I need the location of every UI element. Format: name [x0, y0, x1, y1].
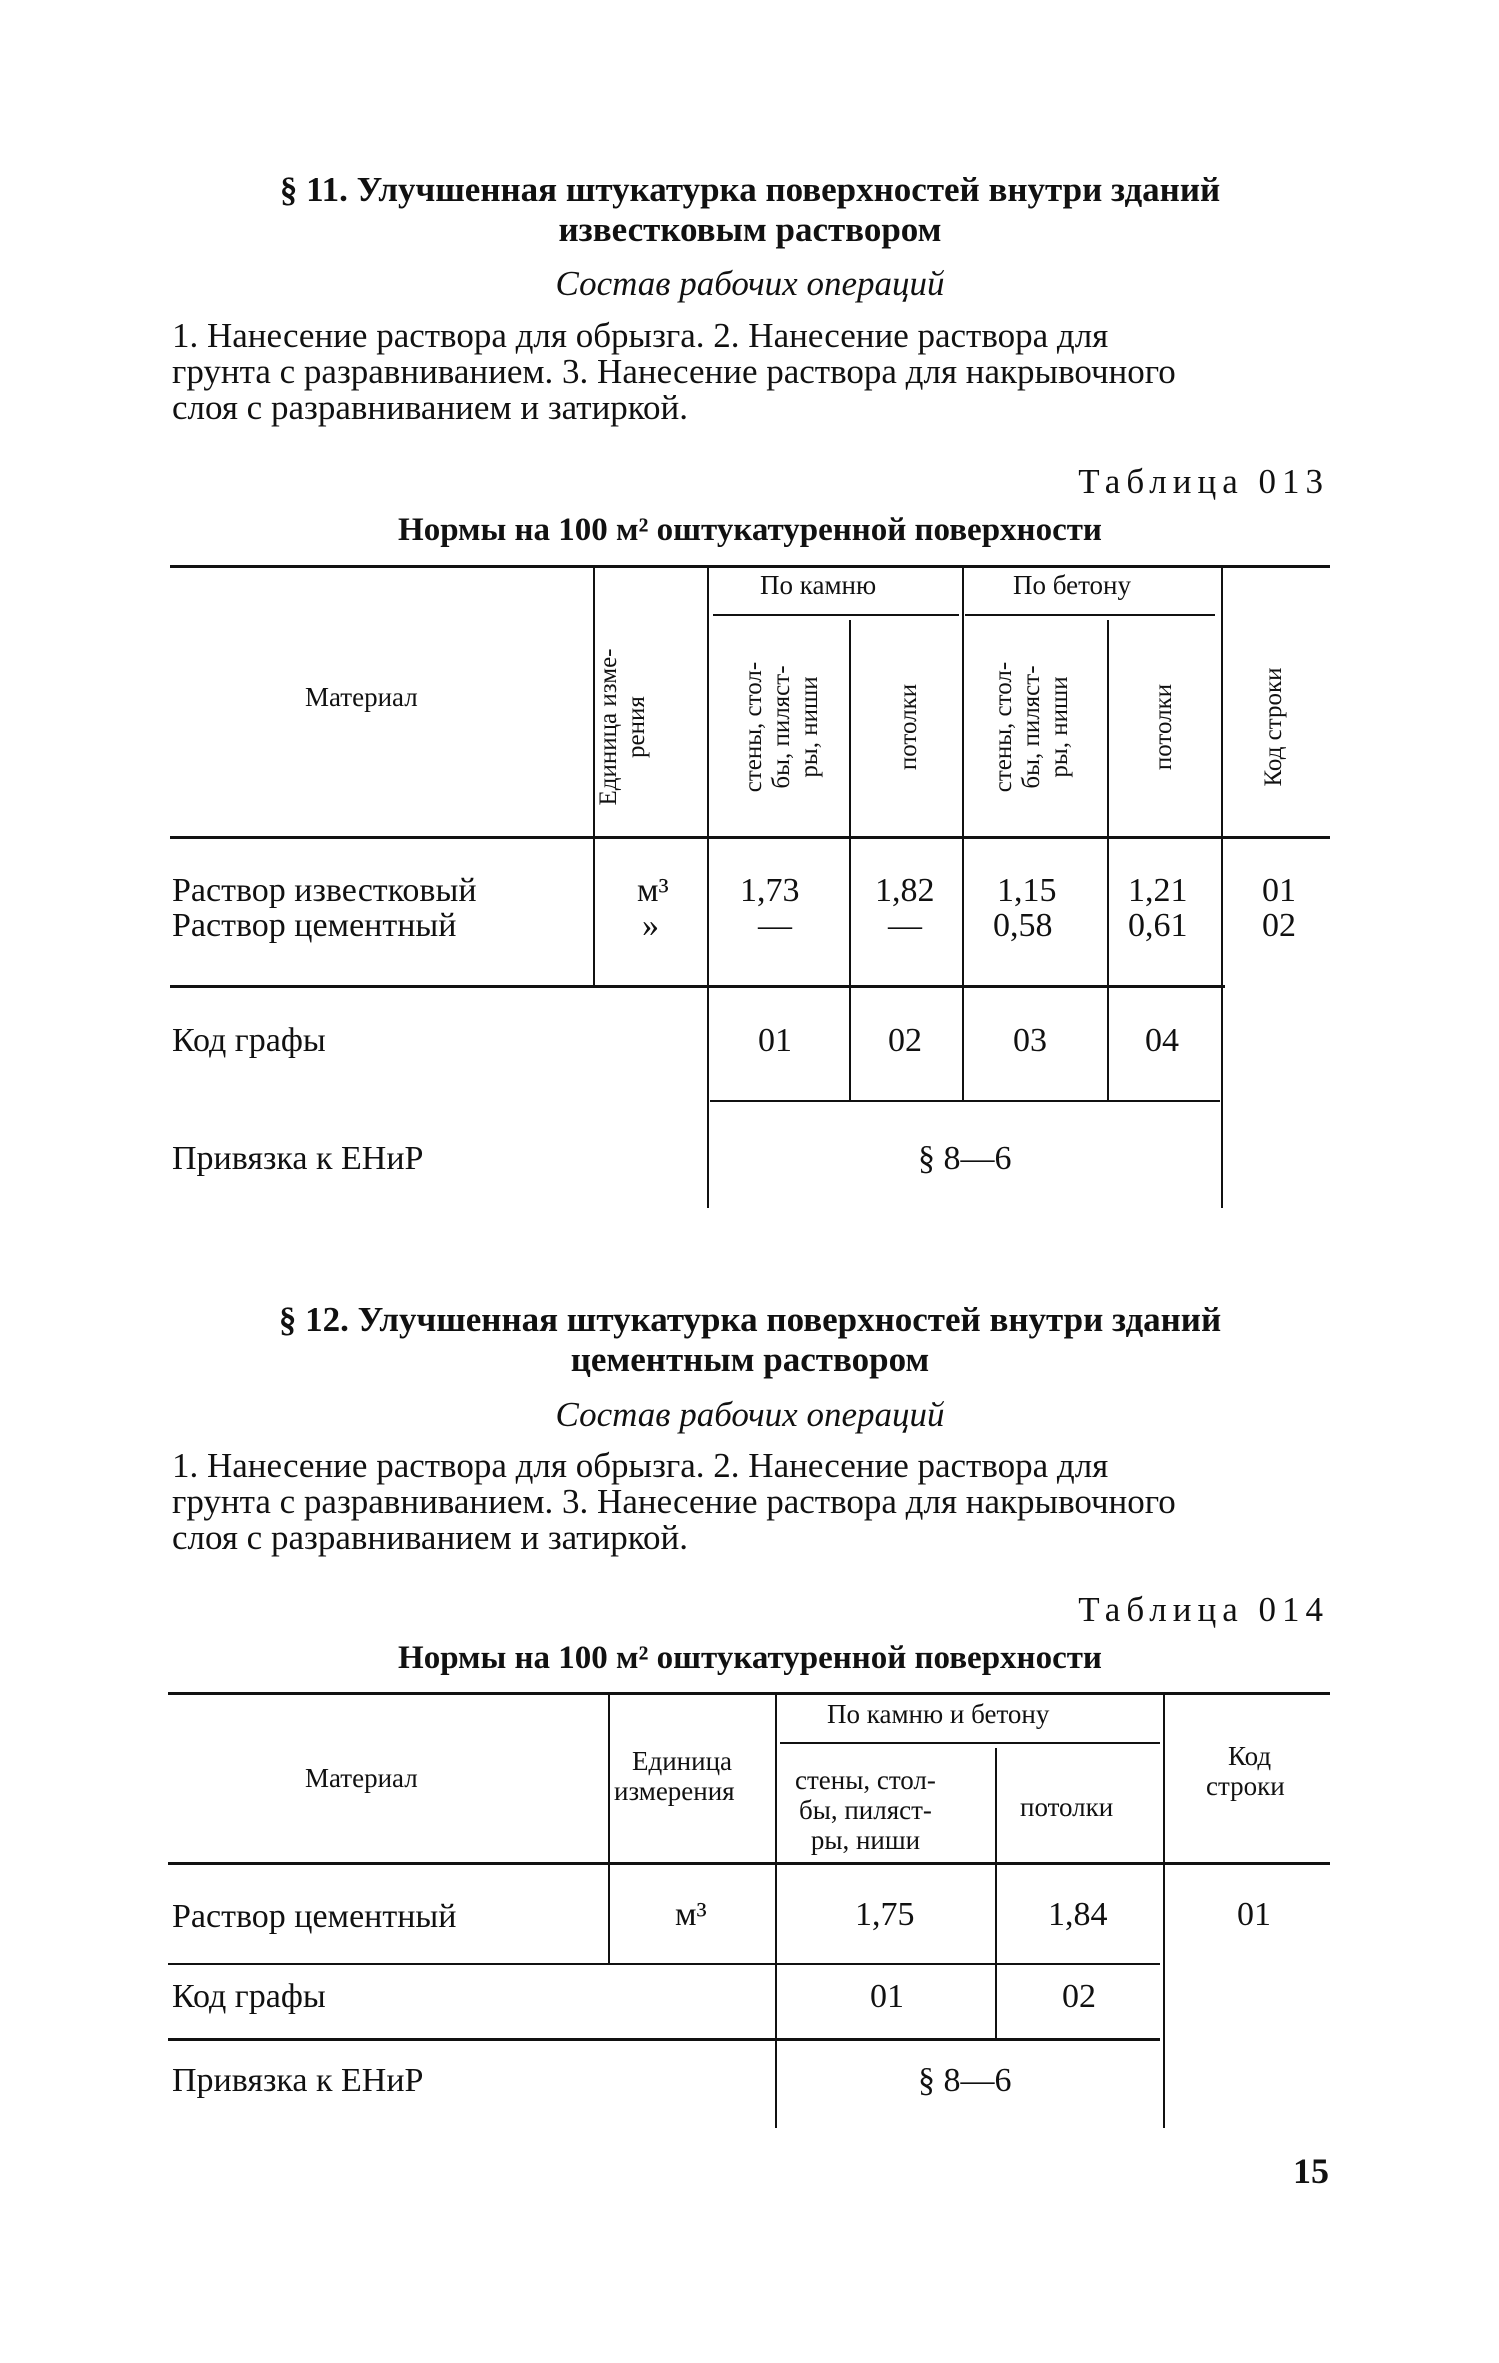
row-value: 1,84 — [1048, 1896, 1108, 1933]
table-col-rule — [962, 568, 964, 1100]
graph-code: 02 — [888, 1022, 922, 1059]
col-walls-line: бы, пиляст- — [798, 1795, 932, 1825]
col-ceilings-stone-header: потолки — [895, 683, 922, 771]
row-value: — — [758, 907, 792, 944]
col-unit-header — [595, 642, 655, 812]
graph-code-label: Код графы — [172, 1978, 326, 2015]
section-11-heading-line2: известковым раствором — [558, 210, 942, 249]
col-unit-header-line: измерения — [614, 1776, 735, 1806]
table-graph-rule — [710, 1100, 1220, 1102]
group-rule — [780, 1742, 1160, 1744]
graph-code: 01 — [870, 1978, 904, 2015]
group-stone-rule — [713, 614, 959, 616]
ops-line: 1. Нанесение раствора для обрызга. 2. Нанесение раствора для — [172, 316, 1109, 355]
section-12-heading — [160, 1300, 1340, 1380]
ops-line: грунта с разравниванием. 3. Нанесение раствора для накрывочного — [172, 1482, 1176, 1521]
row-unit: » — [642, 907, 659, 944]
row-code: 02 — [1262, 907, 1296, 944]
row-material: Раствор цементный — [172, 1898, 457, 1935]
table-013-caption: Таблица 013 — [1078, 462, 1329, 501]
table-body-rule — [170, 985, 1225, 988]
graph-code: 04 — [1145, 1022, 1179, 1059]
col-walls-concrete-header — [990, 637, 1080, 817]
graph-code-label: Код графы — [172, 1022, 326, 1059]
col-walls-line: ры, ниши — [1046, 676, 1073, 778]
enir-link-value: § 8—6 — [918, 2062, 1012, 2099]
row-value: 1,82 — [875, 872, 935, 909]
ops-line: грунта с разравниванием. 3. Нанесение раствора для накрывочного — [172, 352, 1176, 391]
graph-code: 01 — [758, 1022, 792, 1059]
row-value: 1,15 — [997, 872, 1057, 909]
table-col-rule — [707, 568, 709, 1208]
col-walls-line: ры, ниши — [810, 1825, 921, 1855]
ops-line: слоя с разравниванием и затиркой. — [172, 1518, 689, 1557]
table-014-caption: Таблица 014 — [1078, 1590, 1329, 1629]
col-walls-stone-header — [740, 637, 830, 817]
table-col-rule — [995, 1748, 997, 2038]
col-unit-header-line: Единица — [632, 1746, 733, 1776]
group-concrete-header: По бетону — [1013, 570, 1132, 600]
table-col-rule — [775, 1695, 777, 2128]
col-walls-line: стены, стол- — [990, 661, 1017, 793]
col-code-header: Код строки — [1260, 667, 1287, 787]
graph-code: 03 — [1013, 1022, 1047, 1059]
row-unit: м³ — [675, 1896, 707, 1933]
table-header-rule — [168, 1862, 1330, 1865]
col-ceilings-concrete-header: потолки — [1150, 683, 1177, 771]
col-walls-line: стены, стол- — [795, 1765, 936, 1795]
group-stone-header: По камню — [760, 570, 877, 600]
row-value: 0,61 — [1128, 907, 1188, 944]
enir-link-value: § 8—6 — [918, 1140, 1012, 1177]
col-walls-line: бы, пиляст- — [768, 665, 795, 789]
table-col-rule — [1107, 620, 1109, 1100]
group-header: По камню и бетону — [827, 1699, 1050, 1729]
enir-link-label: Привязка к ЕНиР — [172, 1140, 424, 1177]
col-walls-header — [795, 1765, 936, 1855]
row-code: 01 — [1237, 1896, 1271, 1933]
col-walls-line: ры, ниши — [796, 676, 823, 778]
col-material-header: Материал — [305, 1763, 418, 1793]
col-unit-line: Единица изме- — [595, 648, 622, 806]
ops-line: 1. Нанесение раствора для обрызга. 2. Нанесение раствора для — [172, 1446, 1109, 1485]
enir-link-label: Привязка к ЕНиР — [172, 2062, 424, 2099]
section-12-ops-text — [172, 1448, 1332, 1556]
table-col-rule — [608, 1695, 610, 1965]
table-graph-rule — [168, 2038, 1160, 2041]
table-header-rule — [170, 836, 1330, 839]
col-ceilings-header: потолки — [1020, 1792, 1114, 1822]
col-code-header-line: Код — [1228, 1741, 1272, 1771]
table-013-title: Нормы на 100 м² оштукатуренной поверхности — [398, 512, 1102, 548]
row-value: 1,75 — [855, 1896, 915, 1933]
row-material: Раствор цементный — [172, 907, 457, 944]
row-code: 01 — [1262, 872, 1296, 909]
row-unit: м³ — [637, 872, 669, 909]
col-material-header: Материал — [305, 682, 418, 712]
section-11-heading — [160, 170, 1340, 250]
row-value: — — [888, 907, 922, 944]
section-12-ops-title: Состав рабочих операций — [555, 1395, 945, 1434]
table-col-rule — [849, 620, 851, 1100]
section-12-heading-line2: цементным раствором — [570, 1340, 930, 1379]
table-014-title: Нормы на 100 м² оштукатуренной поверхности — [398, 1640, 1102, 1676]
table-body-rule — [168, 1963, 1160, 1965]
graph-code: 02 — [1062, 1978, 1096, 2015]
section-11-ops-text — [172, 318, 1332, 426]
row-value: 0,58 — [993, 907, 1053, 944]
col-walls-line: стены, стол- — [740, 661, 767, 793]
section-11-heading-line1: § 11. Улучшенная штукатурка поверхностей внутри зданий — [279, 170, 1221, 209]
row-value: 1,21 — [1128, 872, 1188, 909]
col-unit-line: рения — [623, 696, 650, 758]
row-value: 1,73 — [740, 872, 800, 909]
table-top-rule — [170, 565, 1330, 568]
group-concrete-rule — [965, 614, 1215, 616]
col-walls-line: бы, пиляст- — [1018, 665, 1045, 789]
section-11-ops-title: Состав рабочих операций — [555, 264, 945, 303]
page-number: 15 — [1293, 2151, 1329, 2191]
col-code-header-line: строки — [1206, 1771, 1285, 1801]
ops-line: слоя с разравниванием и затиркой. — [172, 388, 689, 427]
section-12-heading-line1: § 12. Улучшенная штукатурка поверхностей внутри зданий — [278, 1300, 1222, 1339]
row-material: Раствор известковый — [172, 872, 477, 909]
table-col-rule — [1163, 1695, 1165, 2128]
table-col-rule — [1221, 568, 1223, 1208]
table-top-rule — [168, 1692, 1330, 1695]
